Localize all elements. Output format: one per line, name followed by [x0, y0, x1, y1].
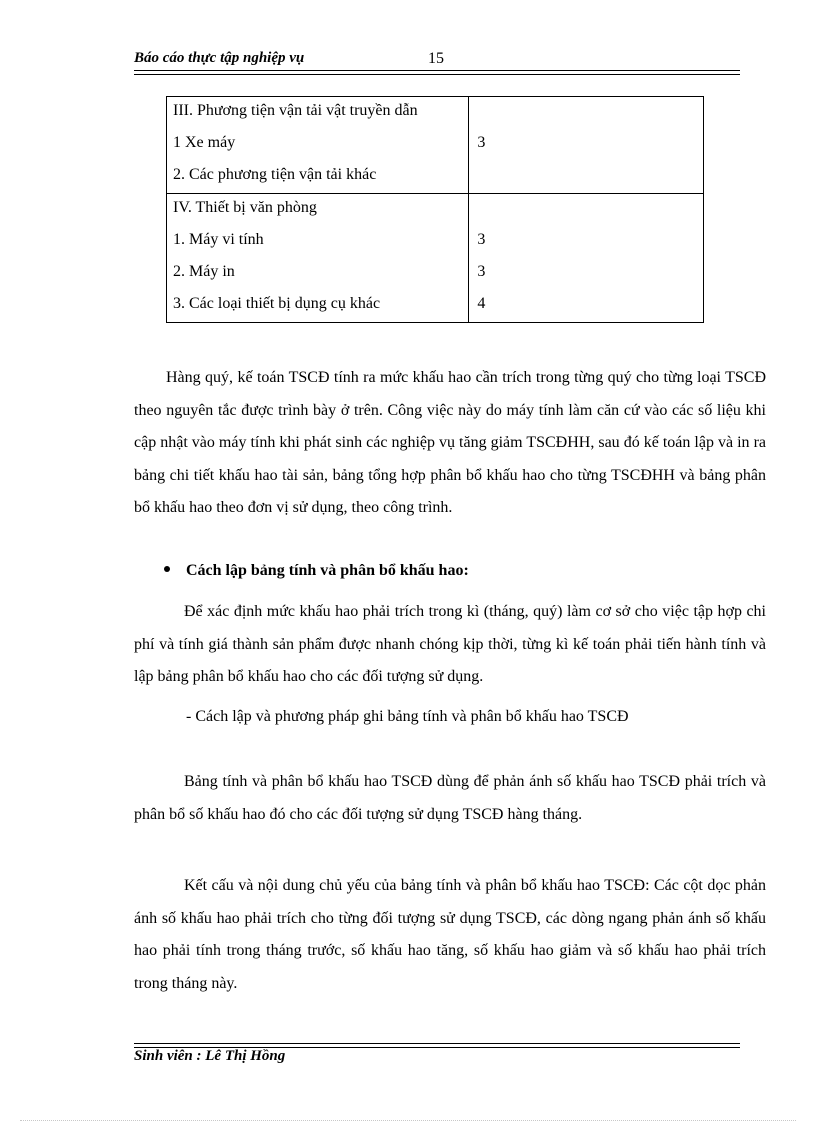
- page-number: 15: [428, 50, 444, 67]
- item-years: 4: [477, 295, 486, 312]
- paragraph-text: Kết cấu và nội dung chủ yếu của bảng tính và phân bổ khấu hao TSCĐ: Các cột dọc phản ánh số khấu hao phải trích cho từng đối tượng sử dụng TSCĐ, các dòng ngang phản ánh số khấu hao phải tính trong tháng trước, số khấu hao tăng, số khấu hao giảm và số khấu hao phải trích trong tháng này.: [134, 877, 766, 992]
- item-name: 1. Máy vi tính: [173, 231, 264, 248]
- item-name: 1 Xe máy: [173, 134, 236, 151]
- paragraph-text: Bảng tính và phân bổ khấu hao TSCĐ dùng để phản ánh số khấu hao TSCĐ phải trích và phân bổ số khấu hao đó cho các đối tượng sử dụng TSCĐ hàng tháng.: [134, 773, 766, 823]
- table-row: [167, 194, 704, 323]
- depreciation-table: [166, 96, 704, 323]
- table-cell-years: [469, 97, 704, 194]
- bullet-heading-text: Cách lập bảng tính và phân bổ khấu hao:: [186, 562, 469, 579]
- group-title: III. Phương tiện vận tải vật truyền dẫn: [173, 102, 418, 119]
- item-name: 2. Máy in: [173, 263, 235, 280]
- paragraph-purpose: [134, 596, 766, 694]
- page-edge: [20, 1120, 796, 1121]
- item-years: 3: [477, 263, 486, 280]
- table-cell-years: [469, 194, 704, 323]
- item-years: 3: [477, 134, 486, 151]
- item-years: 3: [477, 231, 486, 248]
- paragraph-quarterly-depreciation: [134, 362, 766, 525]
- paragraph-structure: [134, 870, 766, 1000]
- group-value: [469, 194, 703, 226]
- paragraph-method: [186, 708, 629, 726]
- group-title: IV. Thiết bị văn phòng: [173, 199, 317, 216]
- item-name: 2. Các phương tiện vận tải khác: [173, 166, 377, 183]
- table-cell-name: [167, 194, 469, 323]
- bullet-heading: [164, 562, 469, 580]
- paragraph-text: - Cách lập và phương pháp ghi bảng tính và phân bổ khấu hao TSCĐ: [186, 708, 629, 725]
- item-years: [469, 161, 703, 193]
- item-name: 3. Các loại thiết bị dụng cụ khác: [173, 295, 381, 312]
- table-row: [167, 97, 704, 194]
- table-cell-name: [167, 97, 469, 194]
- bullet-icon: [164, 566, 170, 572]
- page-header: [134, 50, 740, 72]
- footer-student: Sinh viên : Lê Thị Hồng: [134, 1048, 286, 1064]
- paragraph-text: Hàng quý, kế toán TSCĐ tính ra mức khấu hao cần trích trong từng quý cho từng loại TSCĐ theo nguyên tắc được trình bày ở trên. Công việc này do máy tính làm căn cứ vào các số liệu khi cập nhật vào máy tính khi phát sinh các nghiệp vụ tăng giảm TSCĐHH, sau đó kế toán lập và in ra bảng chi tiết khấu hao tài sản, bảng tổng hợp phân bổ khấu hao cho từng TSCĐHH và bảng phân bổ khấu hao theo đơn vị sử dụng, theo công trình.: [134, 369, 766, 516]
- header-divider: [134, 70, 740, 75]
- page-footer: [134, 1048, 285, 1065]
- paragraph-text: Để xác định mức khấu hao phải trích trong kì (tháng, quý) làm cơ sở cho việc tập hợp chi phí và tính giá thành sản phẩm được nhanh chóng kịp thời, từng kì kế toán phải tiến hành tính và lập bảng phân bổ khấu hao cho các đối tượng sử dụng.: [134, 603, 766, 685]
- header-title: Báo cáo thực tập nghiệp vụ: [134, 50, 305, 66]
- paragraph-table-usage: [134, 766, 766, 831]
- group-value: [469, 97, 703, 129]
